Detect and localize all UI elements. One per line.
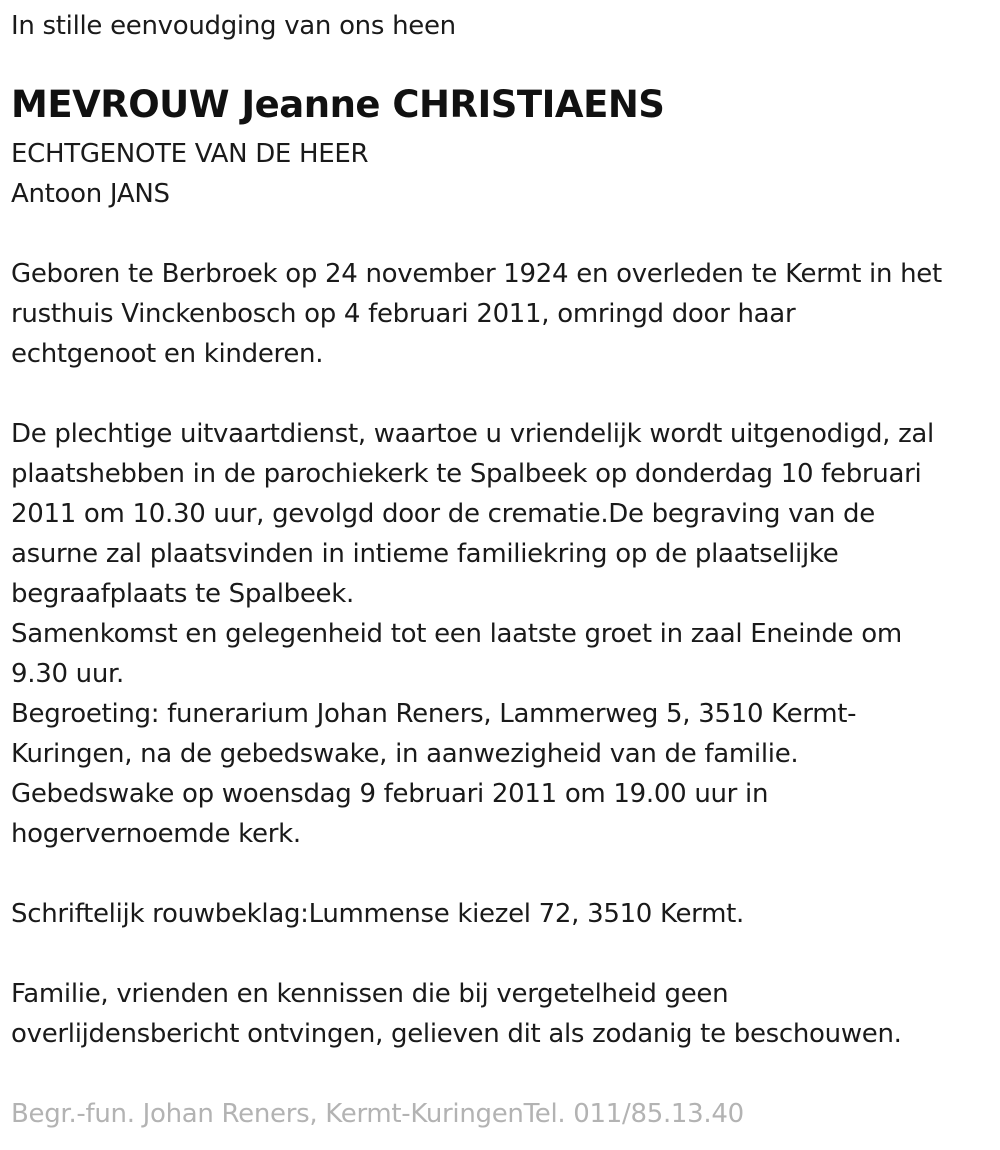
- intro-text: In stille eenvoudging van ons heen: [11, 11, 456, 41]
- paragraph-line: 9.30 uur.: [11, 659, 124, 689]
- paragraph-line: De plechtige uitvaartdienst, waartoe u vriendelijk wordt uitgenodigd, zal: [11, 419, 934, 449]
- paragraph-line: Kuringen, na de gebedswake, in aanwezigheid van de familie.: [11, 739, 799, 769]
- paragraph-line: Begroeting: funerarium Johan Reners, Lammerweg 5, 3510 Kermt-: [11, 699, 857, 729]
- paragraph-line: plaatshebben in de parochiekerk te Spalbeek op donderdag 10 februari: [11, 459, 922, 489]
- condolence-address: Schriftelijk rouwbeklag:Lummense kiezel 72, 3510 Kermt.: [11, 899, 744, 929]
- paragraph-line: begraafplaats te Spalbeek.: [11, 579, 354, 609]
- funeral-home-footer: Begr.-fun. Johan Reners, Kermt-KuringenTel. 011/85.13.40: [11, 1099, 744, 1129]
- paragraph-line: asurne zal plaatsvinden in intieme familiekring op de plaatselijke: [11, 539, 839, 569]
- paragraph-line: Gebedswake op woensdag 9 februari 2011 om 19.00 uur in: [11, 779, 769, 809]
- deceased-name: MEVROUW Jeanne CHRISTIAENS: [11, 83, 665, 126]
- paragraph-line: echtgenoot en kinderen.: [11, 339, 324, 369]
- birth-paragraph: [11, 254, 942, 374]
- paragraph-line: overlijdensbericht ontvingen, gelieven dit als zodanig te beschouwen.: [11, 1019, 902, 1049]
- spouse-title: ECHTGENOTE VAN DE HEER: [11, 139, 369, 169]
- family-paragraph: [11, 974, 902, 1054]
- paragraph-line: Samenkomst en gelegenheid tot een laatste groet in zaal Eneinde om: [11, 619, 902, 649]
- paragraph-line: rusthuis Vinckenbosch op 4 februari 2011, omringd door haar: [11, 299, 796, 329]
- spouse-block: [11, 134, 368, 214]
- paragraph-line: Geboren te Berbroek op 24 november 1924 en overleden te Kermt in het: [11, 259, 942, 289]
- paragraph-line: hogervernoemde kerk.: [11, 819, 301, 849]
- paragraph-line: 2011 om 10.30 uur, gevolgd door de crematie.De begraving van de: [11, 499, 875, 529]
- condolence-paragraph: [11, 894, 744, 934]
- spouse-name: Antoon JANS: [11, 179, 170, 209]
- paragraph-line: Familie, vrienden en kennissen die bij vergetelheid geen: [11, 979, 729, 1009]
- service-paragraph: [11, 414, 934, 854]
